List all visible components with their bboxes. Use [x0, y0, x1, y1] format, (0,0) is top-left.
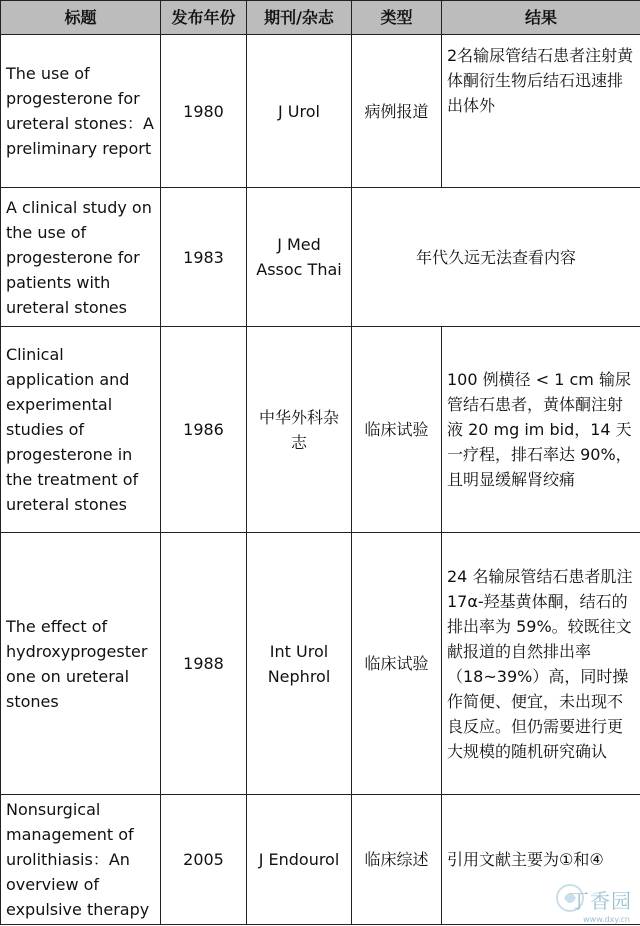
table-row: [1, 795, 640, 925]
cell-type: 病例报道: [352, 35, 442, 188]
cell-merged-note: 年代久远无法查看内容: [352, 188, 640, 327]
cell-year: 1980: [161, 35, 247, 188]
header-year: 发布年份: [161, 1, 247, 35]
watermark-text: 丁香园: [569, 889, 632, 913]
cell-journal: J Urol: [247, 35, 352, 188]
cell-year: 1983: [161, 188, 247, 327]
cell-journal: J Med Assoc Thai: [247, 188, 352, 327]
header-row: [1, 1, 640, 35]
cell-title: The use of progesterone for ureteral stones：A preliminary report: [1, 35, 161, 188]
cell-year: 1988: [161, 533, 247, 795]
header-title: 标题: [1, 1, 161, 35]
cell-year: 2005: [161, 795, 247, 925]
table-row: [1, 35, 640, 188]
cell-type: 临床试验: [352, 327, 442, 533]
cell-result: 24 名输尿管结石患者肌注17α-羟基黄体酮，结石的排出率为 59%。较既往文献报道的自然排出率（18~39%）高，同时操作简便、便宜，未出现不良反应。但仍需要进行更大规模的随机研究确认: [442, 533, 640, 795]
cell-result: 2名输尿管结石患者注射黄体酮衍生物后结石迅速排出体外: [442, 35, 640, 188]
cell-title: The effect of hydroxyprogesterone on ureteral stones: [1, 533, 161, 795]
table-row: [1, 533, 640, 795]
cell-year: 1986: [161, 327, 247, 533]
table-row: [1, 188, 640, 327]
header-journal: 期刊/杂志: [247, 1, 352, 35]
header-result: 结果: [442, 1, 640, 35]
cell-result: 引用文献主要为①和④: [442, 795, 640, 925]
cell-title: Nonsurgical management of urolithiasis：An overview of expulsive therapy: [1, 795, 161, 925]
cell-type: 临床试验: [352, 533, 442, 795]
cell-title: A clinical study on the use of progesterone for patients with ureteral stones: [1, 188, 161, 327]
cell-journal: Int Urol Nephrol: [247, 533, 352, 795]
cell-type: 临床综述: [352, 795, 442, 925]
watermark-url: www.dxy.cn: [583, 915, 630, 924]
header-type: 类型: [352, 1, 442, 35]
table-row: [1, 327, 640, 533]
cell-journal: 中华外科杂志: [247, 327, 352, 533]
cell-title: Clinical application and experimental studies of progesterone in the treatment of ureteral stones: [1, 327, 161, 533]
cell-result: 100 例横径 < 1 cm 输尿管结石患者，黄体酮注射液 20 mg im bid，14 天一疗程，排石率达 90%，且明显缓解肾绞痛: [442, 327, 640, 533]
cell-journal: J Endourol: [247, 795, 352, 925]
